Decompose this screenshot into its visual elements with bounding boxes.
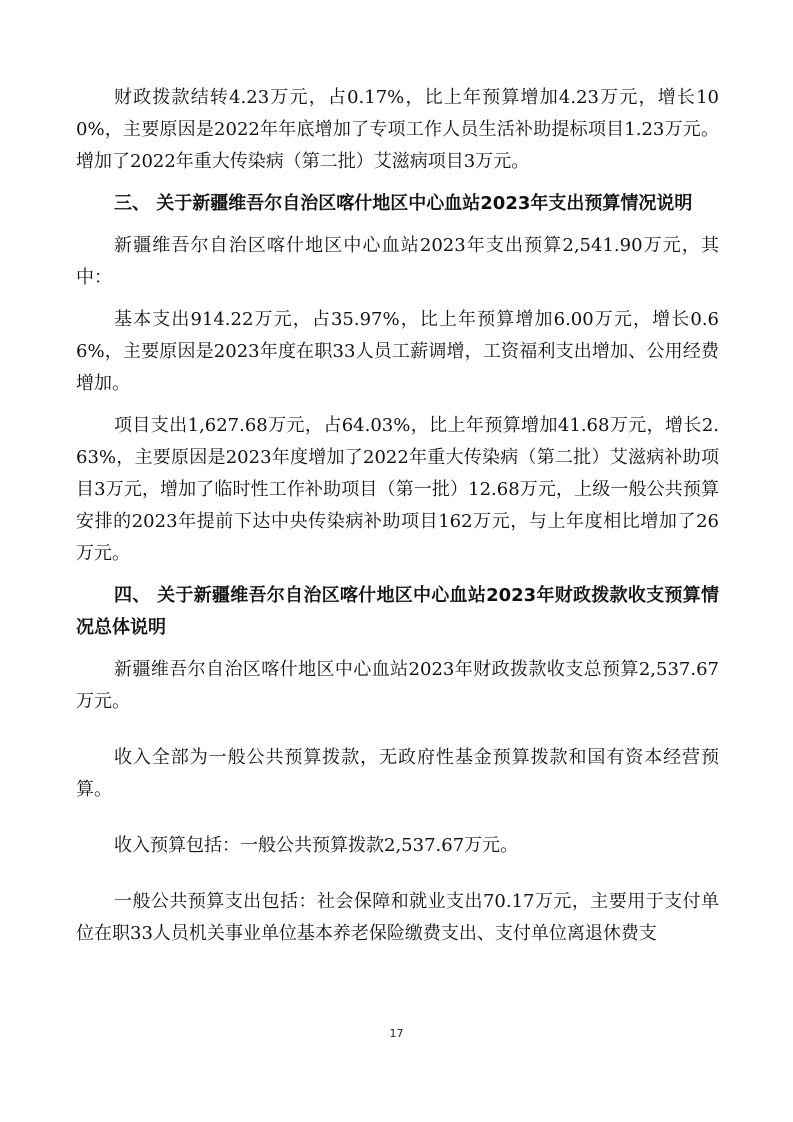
paragraph-expenditure-total: 新疆维吾尔自治区喀什地区中心血站2023年支出预算2,541.90万元，其中： [76, 235, 719, 288]
paragraph-public-expenditure: 一般公共预算支出包括：社会保障和就业支出70.17万元，主要用于支付单位在职33人员机关事业单位基本养老保险缴费支出、支付单位离退休费支 [76, 891, 719, 944]
paragraph-fiscal-budget-total: 新疆维吾尔自治区喀什地区中心血站2023年财政拨款收支总预算2,537.67万元。 [76, 659, 719, 712]
paragraph-fiscal-carryover: 财政拨款结转4.23万元，占0.17%，比上年预算增加4.23万元，增长100%，主要原因是2022年年底增加了专项工作人员生活补助提标项目1.23万元。增加了2022年重大传染病（第二批）艾滋病项目3万元。 [76, 87, 719, 172]
paragraph-basic-expenditure: 基本支出914.22万元，占35.97%，比上年预算增加6.00万元，增长0.66%，主要原因是2023年度在职33人员工薪调增，工资福利支出增加、公用经费增加。 [76, 309, 719, 394]
document-body [76, 82, 719, 950]
section-heading-3: 三、 关于新疆维吾尔自治区喀什地区中心血站2023年支出预算情况说明 [114, 193, 693, 214]
page-number: 17 [389, 1027, 404, 1040]
paragraph-income-budget: 收入预算包括：一般公共预算拨款2,537.67万元。 [114, 835, 519, 856]
paragraph-project-expenditure: 项目支出1,627.68万元，占64.03%，比上年预算增加41.68万元，增长2.63%，主要原因是2023年度增加了2022年重大传染病（第二批）艾滋病补助项目3万元，增加了临时性工作补助项目（第一批）12.68万元，上级一般公共预算安排的2023年提前下达中央传染病补助项目162万元，与上年度相比增加了26万元。 [76, 415, 719, 564]
section-heading-4: 四、 关于新疆维吾尔自治区喀什地区中心血站2023年财政拨款收支预算情况总体说明 [76, 585, 719, 638]
paragraph-income-source: 收入全部为一般公共预算拨款，无政府性基金预算拨款和国有资本经营预算。 [76, 747, 719, 800]
